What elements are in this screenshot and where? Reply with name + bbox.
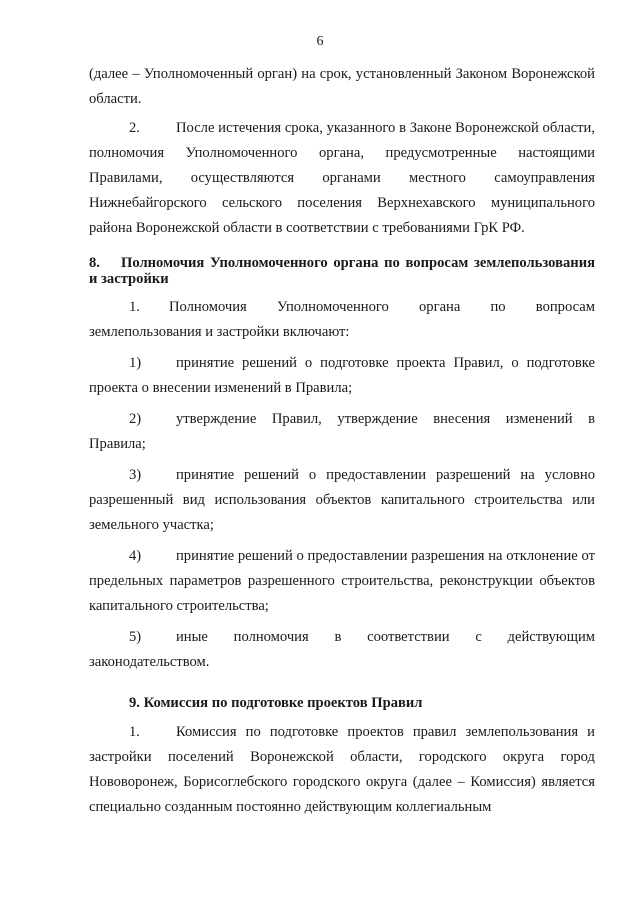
paragraph-text: После истечения срока, указанного в Законе Воронежской области, полномочия Уполномоченного органа, предусмотренные настоящими Правилами, осуществляются органами местного самоуправления Нижнебайгорского сельского поселения Верхнехавского муниципального района Воронежской области в соответствии с требованиями ГрК РФ.: [89, 120, 595, 236]
item-number: 1.: [129, 724, 140, 740]
list-item-text: принятие решений о предоставлении разрешений на условно разрешенный вид использования объектов капитального строительства или земельного участка;: [89, 467, 595, 533]
section-9-item-1: [89, 720, 595, 820]
list-item-2: [89, 407, 595, 457]
list-item-text: принятие решений о подготовке проекта Правил, о подготовке проекта о внесении изменений в Правила;: [89, 355, 595, 396]
paragraph-2: [89, 116, 595, 241]
item-number: 3): [129, 467, 142, 483]
list-item-5: [89, 625, 595, 675]
list-item-text: иные полномочия в соответствии с действующим законодательством.: [89, 629, 595, 670]
section-8-heading: [89, 255, 595, 287]
item-number: 2): [129, 411, 142, 427]
list-item-4: [89, 544, 595, 619]
list-item-3: [89, 463, 595, 538]
page-number: 6: [316, 34, 324, 49]
list-item-text: принятие решений о предоставлении разрешения на отклонение от предельных параметров разрешенного строительства, реконструкции объектов капитального строительства;: [89, 548, 595, 614]
item-number: 5): [129, 629, 142, 645]
section-8-item-1: [89, 295, 595, 345]
paragraph-continuation: (далее – Уполномоченный орган) на срок, установленный Законом Воронежской области.: [89, 66, 595, 107]
item-number: 1): [129, 355, 142, 371]
item-number: 1.: [129, 299, 140, 315]
section-title: Полномочия Уполномоченного органа по вопросам землепользования и застройки: [89, 255, 595, 287]
list-item-1: [89, 351, 595, 401]
paragraph-text: Комиссия по подготовке проектов правил землепользования и застройки поселений Воронежской области, городского округа город Нововоронеж, Борисоглебского городского округа (далее – Комиссия) является специально созданным постоянно действующим коллегиальным: [89, 724, 595, 815]
paragraph-text: Полномочия Уполномоченного органа по вопросам землепользования и застройки включают:: [89, 299, 595, 340]
item-number: 4): [129, 548, 142, 564]
document-body: [89, 62, 595, 820]
section-9-heading: 9. Комиссия по подготовке проектов Правил: [129, 695, 423, 711]
item-number: 2.: [129, 120, 140, 136]
list-item-text: утверждение Правил, утверждение внесения изменений в Правила;: [89, 411, 595, 452]
section-number: 8.: [89, 255, 100, 271]
